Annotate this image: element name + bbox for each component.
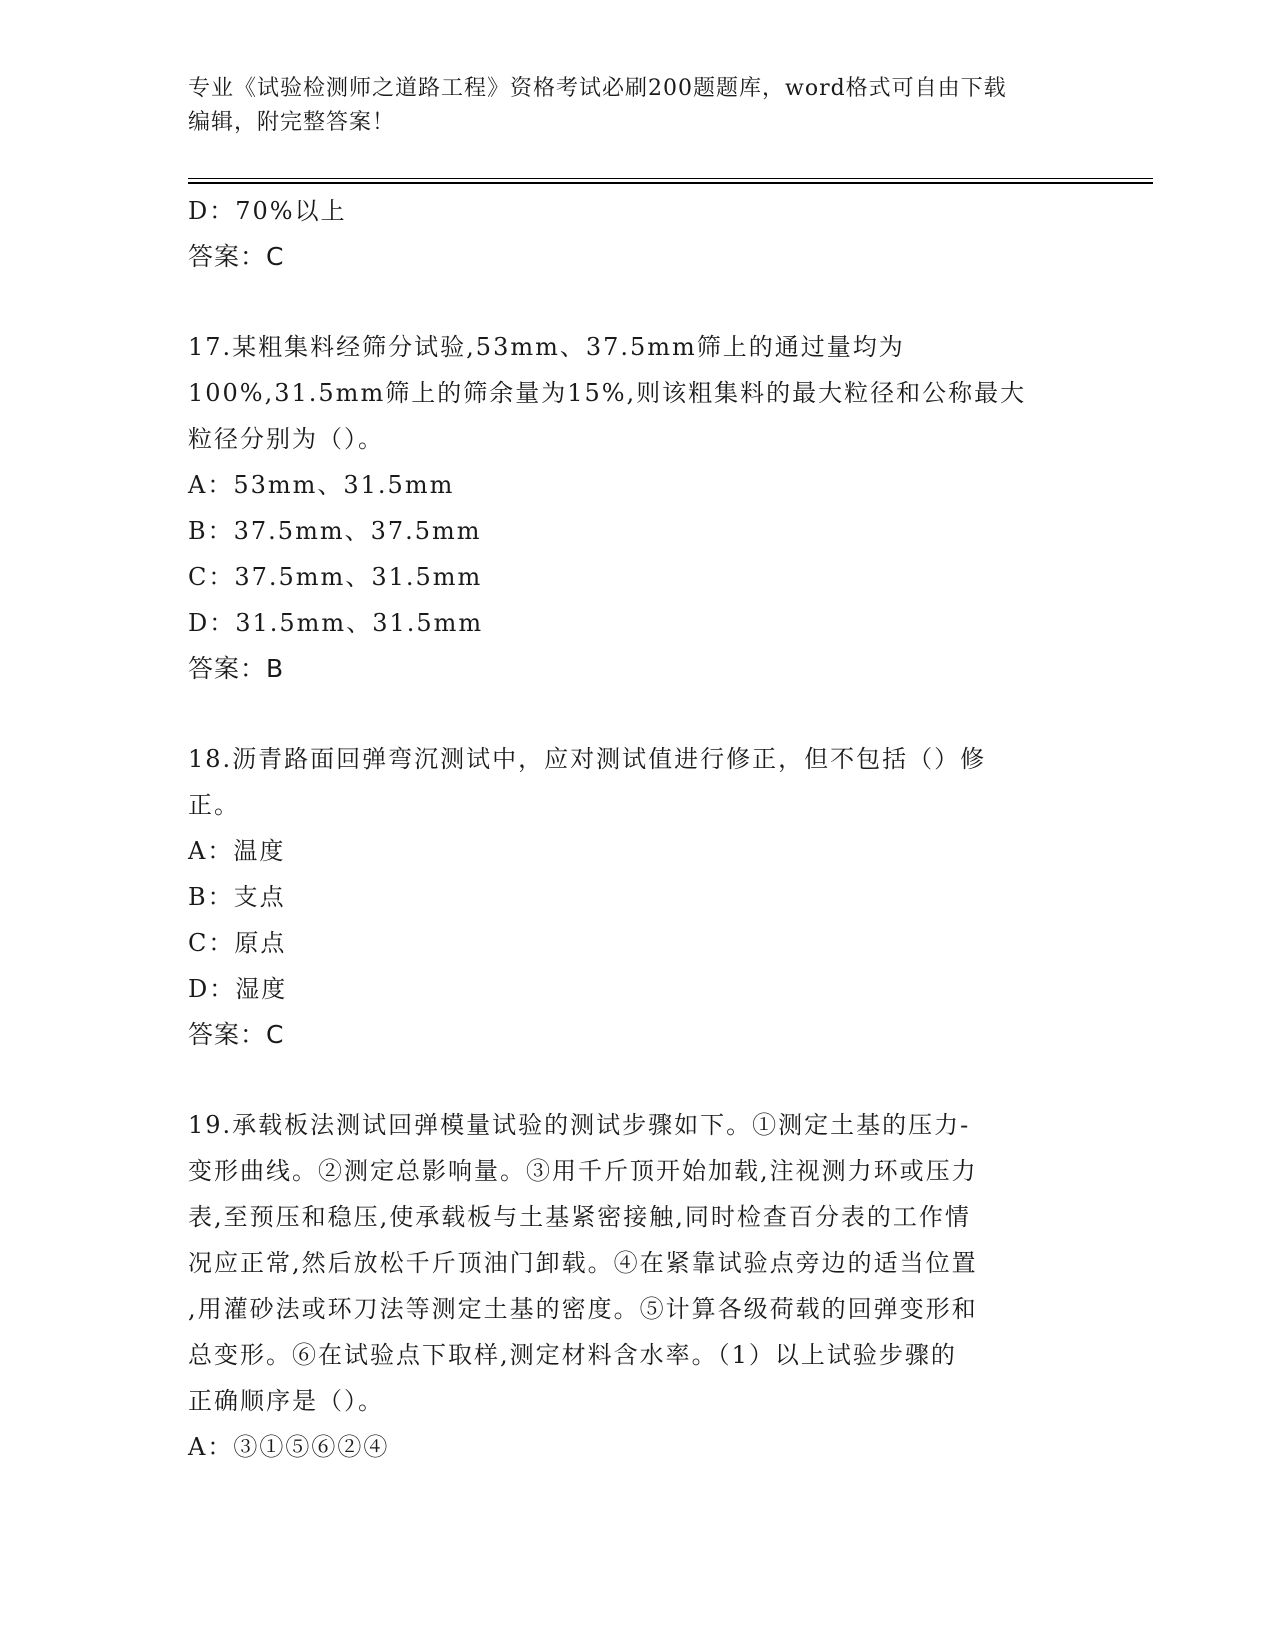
question-19-line-6: 总变形。⑥在试验点下取样,测定材料含水率。（1）以上试验步骤的 [188,1341,957,1369]
question-17-line-1: 17.某粗集料经筛分试验,53mm、37.5mm筛上的通过量均为 [188,333,905,361]
question-17-option-c: C：37.5mm、31.5mm [188,563,483,591]
question-19-line-2: 变形曲线。②测定总影响量。③用千斤顶开始加载,注视测力环或压力 [188,1157,978,1185]
question-17-line-2: 100%,31.5mm筛上的筛余量为15%,则该粗集料的最大粒径和公称最大 [188,379,1027,407]
question-17-option-a: A：53mm、31.5mm [188,471,455,499]
question-17-option-d: D：31.5mm、31.5mm [188,609,484,637]
document-header [188,72,1068,140]
question-17-option-b: B：37.5mm、37.5mm [188,517,482,545]
question-19-line-7: 正确顺序是（）。 [188,1387,384,1415]
spacer [188,280,1068,324]
question-19-line-5: ,用灌砂法或环刀法等测定土基的密度。⑤计算各级荷载的回弹变形和 [188,1295,978,1323]
question-18-option-d: D：湿度 [188,975,288,1003]
question-18-option-b: B：支点 [188,883,286,911]
spacer [188,1058,1068,1102]
header-divider-thin [188,178,1153,179]
spacer [188,692,1068,736]
question-19-line-4: 况应正常,然后放松千斤顶油门卸载。④在紧靠试验点旁边的适当位置 [188,1249,978,1277]
question-content [188,188,1068,1470]
question-19-line-3: 表,至预压和稳压,使承载板与土基紧密接触,同时检查百分表的工作情 [188,1203,971,1231]
question-18-line-2: 正。 [188,791,240,819]
header-title-line-1: 专业《试验检测师之道路工程》资格考试必刷200题题库，word格式可自由下载 [188,76,1007,101]
prev-option-d: D：70%以上 [188,197,347,225]
header-divider-thick [188,182,1153,184]
question-17-answer: 答案：B [188,654,285,683]
question-17-line-3: 粒径分别为（）。 [188,425,384,453]
question-18-option-c: C：原点 [188,929,287,957]
prev-answer: 答案：C [188,242,285,271]
header-title-line-2: 编辑，附完整答案！ [188,110,396,135]
question-19-option-a: A：③①⑤⑥②④ [188,1433,390,1461]
question-19-line-1: 19.承载板法测试回弹模量试验的测试步骤如下。①测定土基的压力- [188,1111,971,1139]
question-18-answer: 答案：C [188,1020,285,1049]
question-19 [188,1102,1068,1470]
question-18-option-a: A：温度 [188,837,286,865]
question-18 [188,736,1068,1058]
question-18-line-1: 18.沥青路面回弹弯沉测试中，应对测试值进行修正，但不包括（）修 [188,745,987,773]
question-17 [188,324,1068,692]
